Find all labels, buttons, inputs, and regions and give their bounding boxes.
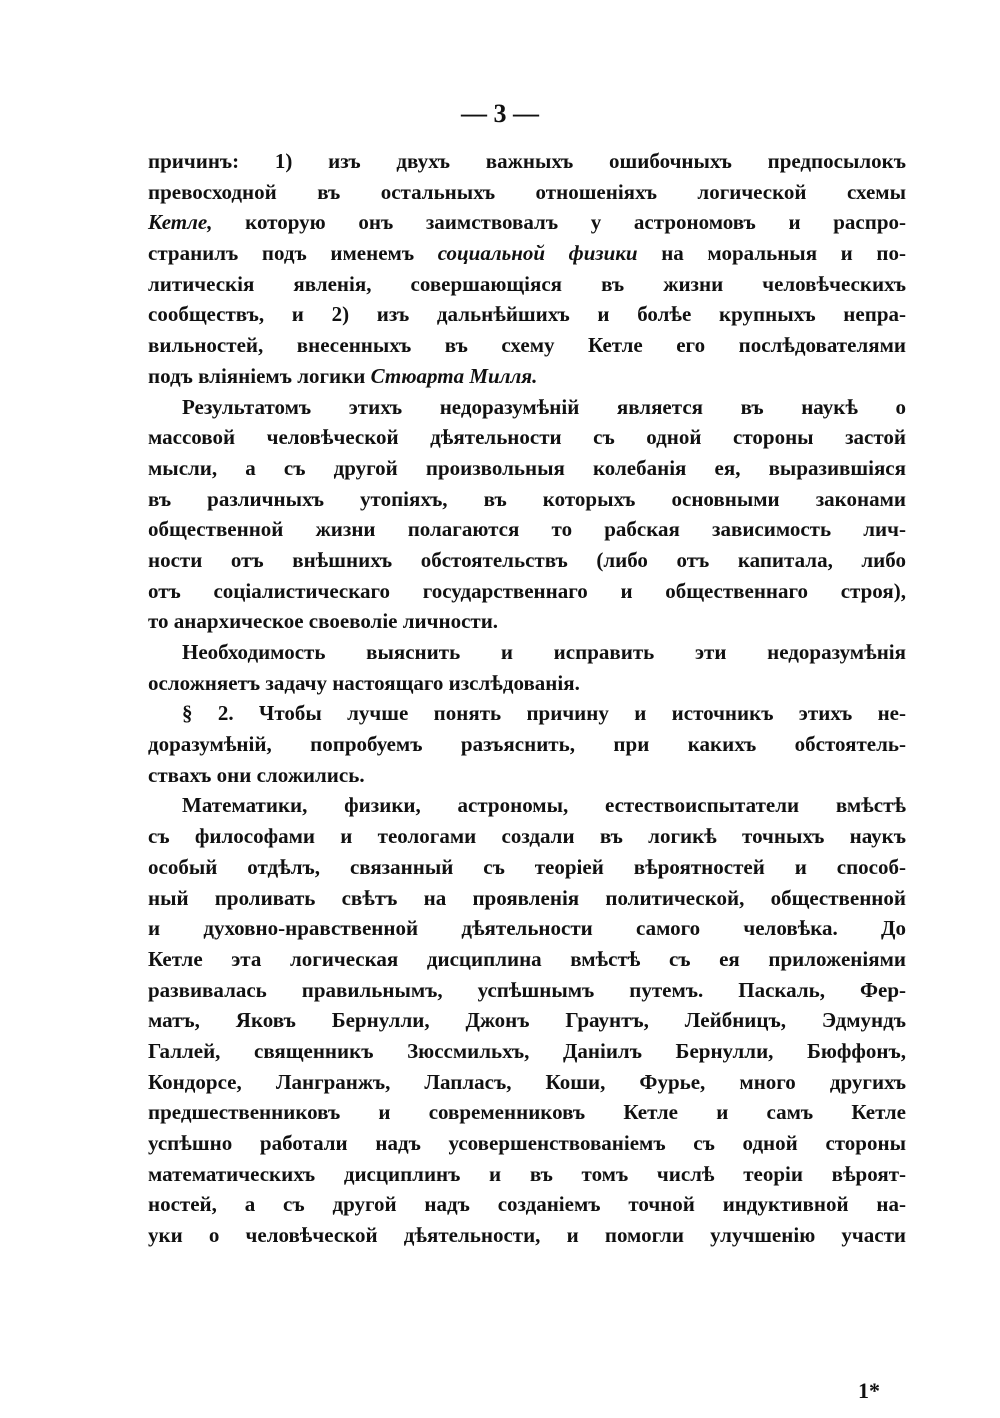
text-line: особый отдѣлъ, связанный съ теоріей вѣроятностей и способ- <box>148 854 906 879</box>
text-line: то анархическое своеволіе личности. <box>148 609 499 634</box>
text-line: превосходной въ остальныхъ отношеніяхъ логической схемы <box>148 179 906 204</box>
text-line: уки о человѣческой дѣятельности, и помогли улучшенію участи <box>148 1223 906 1248</box>
text-line: литическія явленія, совершающіяся въ жизни человѣческихъ <box>148 271 906 296</box>
text-line: причинъ: 1) изъ двухъ важныхъ ошибочныхъ предпосылокъ <box>148 149 906 173</box>
text-line: ный проливать свѣтъ на проявленія политической, общественной <box>148 885 906 910</box>
text-line: сообществъ, и 2) изъ дальнѣйшихъ и болѣе крупныхъ непра- <box>148 302 906 327</box>
text-line: Кондорсе, Лангранжъ, Лапласъ, Коши, Фурье, много другихъ <box>148 1069 906 1094</box>
text-line: развивалась правильнымъ, успѣшнымъ путемъ. Паскаль, Фер- <box>148 977 906 1002</box>
text-line: § 2. Чтобы лучше понять причину и источникъ этихъ не- <box>182 701 906 726</box>
text-line: массовой человѣческой дѣятельности съ одной стороны застой <box>148 425 906 450</box>
text-line: Результатомъ этихъ недоразумѣній является въ наукѣ о <box>182 394 906 419</box>
text-line: подъ вліяніемъ логики Стюарта Милля. <box>148 363 538 388</box>
text-line: въ различныхъ утопіяхъ, въ которыхъ основными законами <box>148 486 906 511</box>
text-line: съ философами и теологами создали въ логикѣ точныхъ наукъ <box>148 824 906 849</box>
text-line: Кетле, которую онъ заимствовалъ у астрономовъ и распро- <box>148 210 906 235</box>
text-line: ности отъ внѣшнихъ обстоятельствъ (либо отъ капитала, либо <box>148 547 906 572</box>
text-line: отъ соціалистическаго государственнаго и общественнаго строя), <box>148 578 906 603</box>
text-line: ностей, а съ другой надъ созданіемъ точной индуктивной на- <box>148 1192 906 1217</box>
text-line: математическихъ дисциплинъ и въ томъ числѣ теоріи вѣроят- <box>148 1161 906 1186</box>
text-line: доразумѣній, попробуемъ разъяснить, при какихъ обстоятель- <box>148 732 906 757</box>
text-line: ствахъ они сложились. <box>148 762 365 787</box>
text-line: Необходимость выяснить и исправить эти недоразумѣнія <box>182 640 906 664</box>
signature-mark: 1* <box>858 1378 880 1403</box>
text-line: осложняетъ задачу настоящаго изслѣдованія. <box>148 670 580 695</box>
text-line: успѣшно работали надъ усовершенствованіемъ съ одной стороны <box>148 1131 906 1155</box>
text-line: мысли, а съ другой произвольныя колебанія ея, выразившіяся <box>148 455 906 480</box>
text-line: и духовно-нравственной дѣятельности самого человѣка. До <box>148 916 906 941</box>
text-line: Математики, физики, астрономы, естествоиспытатели вмѣстѣ <box>182 793 906 818</box>
text-line: Кетле эта логическая дисциплина вмѣстѣ съ ея приложеніями <box>148 946 906 971</box>
text-line: матъ, Яковъ Бернулли, Джонъ Граунтъ, Лейбницъ, Эдмундъ <box>148 1008 906 1033</box>
text-line: вильностей, внесенныхъ въ схему Кетле его послѣдователями <box>148 333 906 358</box>
body-text <box>148 146 906 1251</box>
text-line: общественной жизни полагаются то рабская зависимость лич- <box>148 517 906 542</box>
text-line: предшественниковъ и современниковъ Кетле и самъ Кетле <box>148 1100 906 1125</box>
page-number: — 3 — <box>461 99 539 128</box>
text-line: Галлей, священникъ Зюссмильхъ, Даніилъ Бернулли, Бюффонъ, <box>148 1038 906 1063</box>
text-line: странилъ подъ именемъ социальной физики на моральныя и по- <box>148 241 906 266</box>
